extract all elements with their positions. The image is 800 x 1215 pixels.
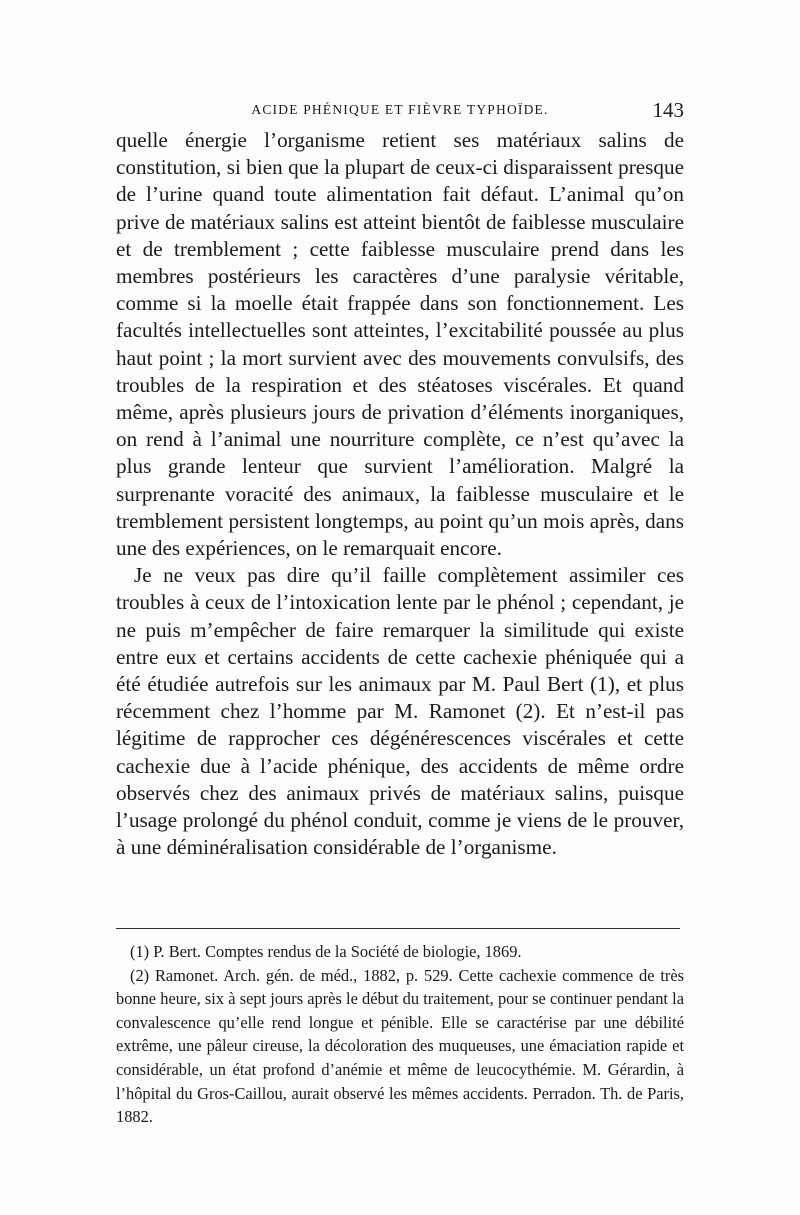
main-text <box>116 127 684 861</box>
paragraph-2: Je ne veux pas dire qu’il faille complètement assimiler ces troubles à ceux de l’intoxication lente par le phénol ; cependant, je ne puis m’empêcher de faire remarquer la similitude qui existe entre eux et certains accidents de cette cachexie phéniquée qui a été étudiée autrefois sur les animaux par M. Paul Bert (1), et plus récemment chez l’homme par M. Ramonet (2). Et n’est-il pas légitime de rapprocher ces dégénérescences viscérales et cette cachexie due à l’acide phénique, des accidents de même ordre observés chez des animaux privés de matériaux salins, puisque l’usage prolongé du phénol conduit, comme je viens de le prouver, à une déminéralisation considérable de l’organisme. <box>116 563 684 860</box>
footnote-divider <box>116 928 680 929</box>
footnote-1: (1) P. Bert. Comptes rendus de la Société de biologie, 1869. <box>130 942 522 961</box>
running-title: ACIDE PHÉNIQUE ET FIÈVRE TYPHOÏDE. <box>251 102 549 117</box>
page-number: 143 <box>652 98 684 122</box>
footnote-2: (2) Ramonet. Arch. gén. de méd., 1882, p. 529. Cette cachexie commence de très bonne heure, six à sept jours après le début du traitement, pour se continuer pendant la convalescence qu’elle rend longue et pénible. Elle se caractérise par une débilité extrême, une pâleur cireuse, la décoloration des muqueuses, une émaciation rapide et considérable, un état profond d’anémie et même de leucocythémie. M. Gérardin, à l’hôpital du Gros-Caillou, aurait observé les mêmes accidents. Perradon. Th. de Paris, 1882. <box>116 965 684 1127</box>
running-header <box>116 98 684 122</box>
footnotes <box>116 940 684 1129</box>
paragraph-1: quelle énergie l’organisme retient ses matériaux salins de constitution, si bien que la plupart de ceux-ci disparaissent presque de l’urine quand toute alimentation fait défaut. L’animal qu’on prive de matériaux salins est atteint bientôt de faiblesse musculaire et de tremblement ; cette faiblesse musculaire prend dans les membres postérieurs les caractères d’une paralysie véritable, comme si la moelle était frappée dans son fonctionnement. Les facultés intellectuelles sont atteintes, l’excitabilité poussée au plus haut point ; la mort survient avec des mouvements convulsifs, des troubles de la respiration et des stéatoses viscérales. Et quand même, après plusieurs jours de privation d’éléments inorganiques, on rend à l’animal une nourriture complète, ce n’est qu’avec la plus grande lenteur que survient l’amélioration. Malgré la surprenante voracité des animaux, la faiblesse musculaire et le tremblement persistent longtemps, au point qu’un mois après, dans une des expériences, on le remarquait encore. <box>116 128 684 561</box>
